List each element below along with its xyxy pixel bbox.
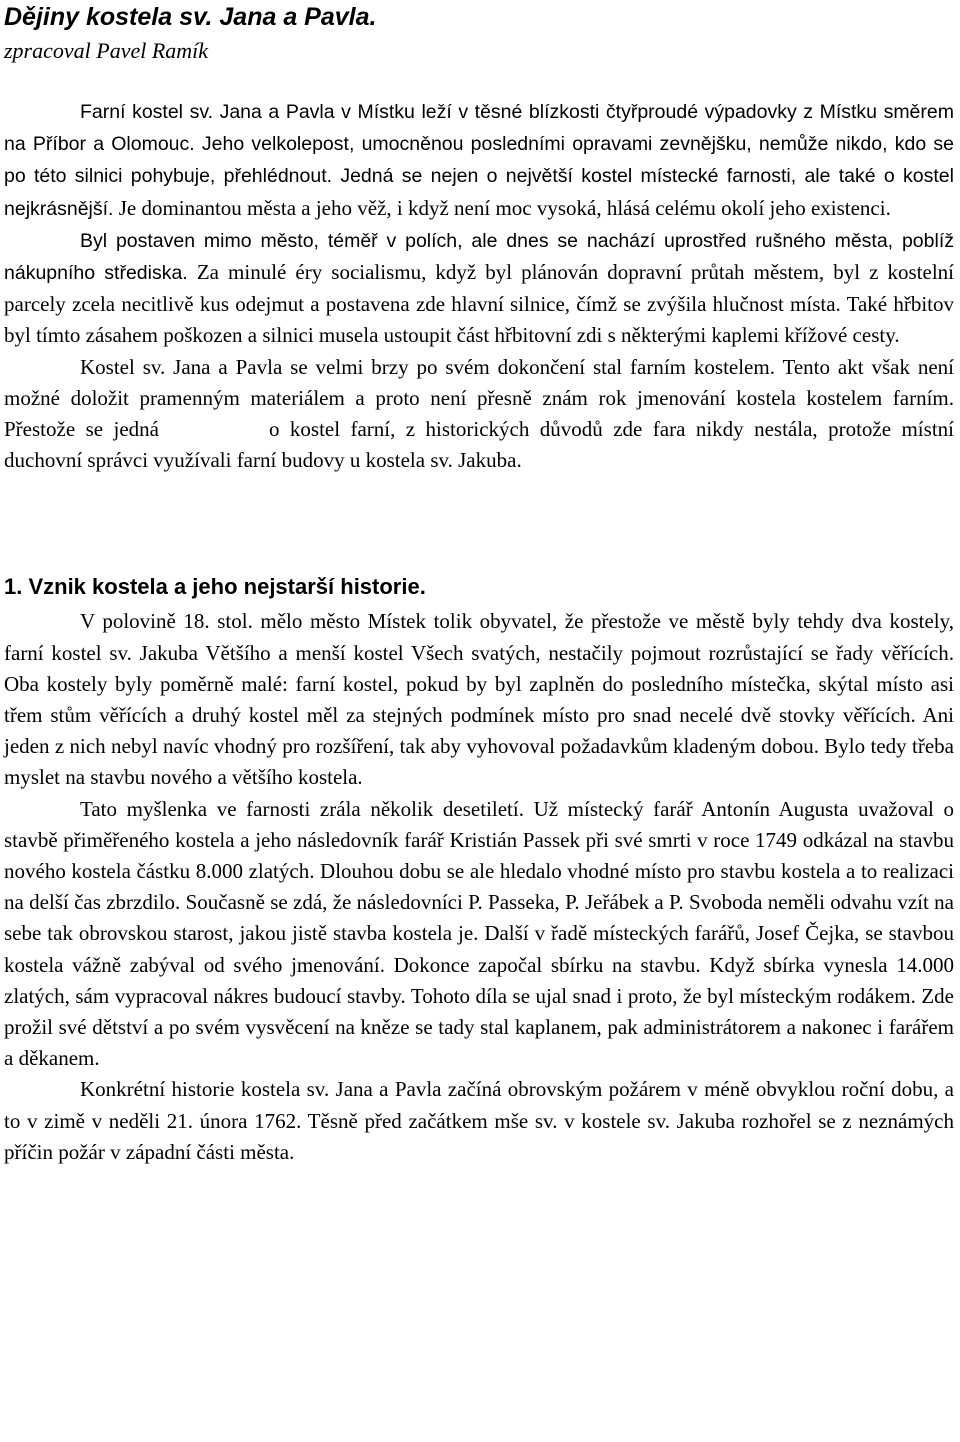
intro-paragraph-sans-text: Byl postaven mimo město, téměř v polích, ale dnes se nachází uprostřed rušného města, poblíž nákupního střediska.: [4, 229, 954, 285]
section-paragraph: V polovině 18. stol. mělo město Místek tolik obyvatel, že přestože ve městě byly tehdy dva kostely, farní kostel sv. Jakuba Většího a menší kostel Všech svatých, nestačily pojmout rozrůstající se řady věřících. Oba kostely byly poměrně malé: farní kostel, pokud by byl zaplněn do posledního místečka, skýtal místo asi třem stům věřících a druhý kostel měl za stejných podmínek místo pro snad necelé dvě stovky věřících. Ani jeden z nich nebyl navíc vhodný pro rozšíření, tak aby vyhovoval požadavkům kladeným dobou. Bylo tedy třeba myslet na stavbu nového a většího kostela.: [4, 609, 954, 790]
intro-paragraph: [4, 352, 954, 477]
intro-paragraph-sans-text: Farní kostel sv. Jana a Pavla v Místku leží v těsné blízkosti čtyřproudé výpadovky z Místku směrem na Příbor a Olomouc. Jeho velkolepost, umocněnou posledními opravami zevnějšku, nemůže nikdo, kdo se po této silnici pohybuje, přehlédnout. Jedná se nejen o největší kostel místecké farnosti, ale také o kostel nejkrásnější.: [4, 101, 954, 220]
section-body: [4, 606, 954, 1168]
section-paragraph: Konkrétní historie kostela sv. Jana a Pavla začíná obrovským požárem v méně obvyklou roční dobu, a to v zimě v neděli 21. února 1762. Těsně před začátkem mše sv. v kostele sv. Jakuba rozhořel se z neznámých příčin požár v západní části města.: [4, 1077, 954, 1164]
document-author: zpracoval Pavel Ramík: [4, 38, 209, 63]
intro-paragraph: [4, 96, 954, 225]
intro-paragraph-text: o kostel farní, z historických důvodů zde fara nikdy nestála, protože místní duchovní správci využívali farní budovy u kostela sv. Jakuba.: [4, 417, 954, 473]
section-heading: 1. Vznik kostela a jeho nejstarší historie.: [4, 574, 426, 600]
intro-paragraph-serif-text: Je dominantou města a jeho věž, i když není moc vysoká, hlásá celému okolí jeho existenci.: [113, 195, 891, 220]
document-title: Dějiny kostela sv. Jana a Pavla.: [4, 3, 377, 31]
intro-section: [4, 96, 954, 476]
intro-paragraph: [4, 225, 954, 352]
document-page: [0, 2, 960, 1442]
section-paragraph: Tato myšlenka ve farnosti zrála několik desetiletí. Už místecký farář Antonín Augusta uvažoval o stavbě přiměřeného kostela a jeho následovník farář Kristián Passek při své smrti v roce 1749 odkázal na stavbu nového kostela částku 8.000 zlatých. Dlouhou dobu se ale hledalo vhodné místo pro stavbu kostela a to realizaci na delší čas zbrzdilo. Současně se zdá, že následovníci P. Passeka, P. Jeřábek a P. Svoboda neměli odvahu vzít na sebe tak obrovskou starost, jakou jistě stavba kostela je. Další v řadě místeckých farářů, Josef Čejka, se stavbou kostela vážně zabýval od svého jmenování. Dokonce započal sbírku na stavbu. Když sbírka vynesla 14.000 zlatých, sám vypracoval nákres budoucí stavby. Tohoto díla se ujal snad i proto, že byl místeckým rodákem. Zde prožil své dětství a po svém vysvěcení na kněze se tady stal kaplanem, pak administrátorem a nakonec i farářem a děkanem.: [4, 796, 954, 1071]
intro-paragraph-text: Kostel sv. Jana a Pavla se velmi brzy po svém dokončení stal farním kostelem. Tento akt však není možné doložit pramenným materiálem a proto není přesně znám rok jmenování kostela kostelem farním. Přestože se jedná: [4, 354, 954, 442]
intro-paragraph-serif-text: Za minulé éry socialismu, když byl plánován dopravní průtah městem, byl z kostelní parcely zcela necitlivě kus odejmut a postavena zde hlavní silnice, čímž se zvýšila hlučnost místa. Také hřbitov byl tímto zásahem poškozen a silnici musela ustoupit část hřbitovní zdi s některými kaplemi křížové cesty.: [4, 260, 954, 348]
